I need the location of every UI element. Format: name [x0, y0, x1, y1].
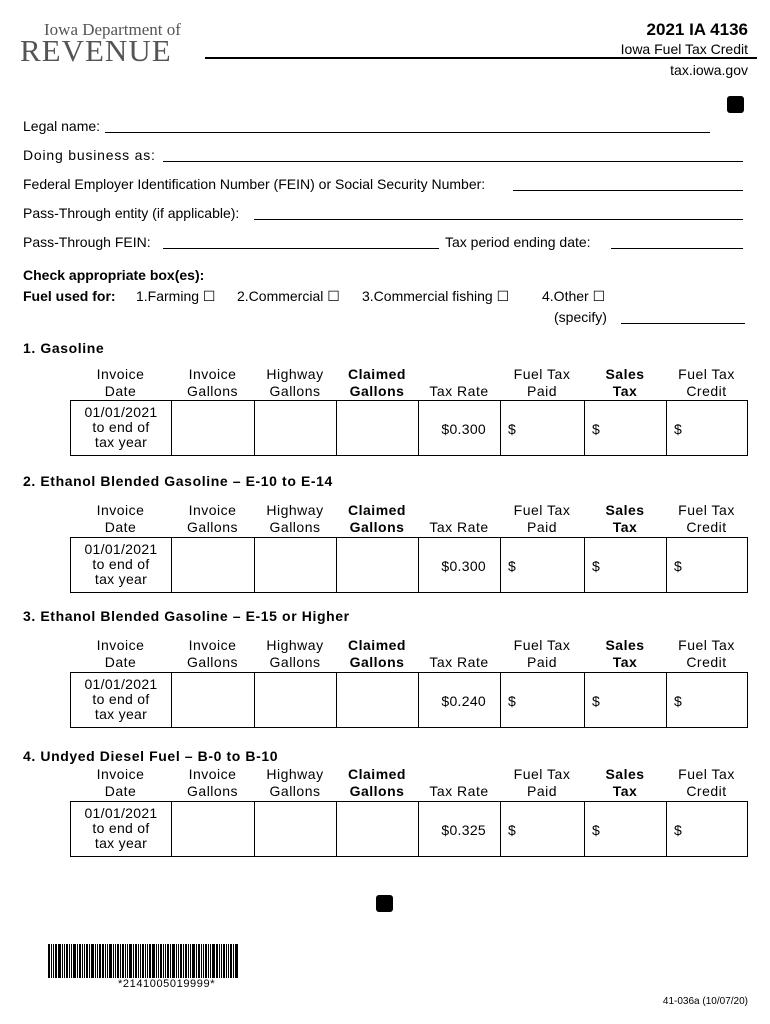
- claimed-gallons-cell[interactable]: [336, 537, 419, 593]
- date-cell-line: tax year: [94, 571, 148, 587]
- sales-tax-cell[interactable]: [584, 801, 667, 857]
- barcode-bar: [235, 944, 238, 978]
- date-cell-line: to end of: [92, 820, 150, 836]
- barcode-bar: [167, 944, 169, 978]
- date-cell-line: tax year: [94, 835, 148, 851]
- invoice-gallons-header: [171, 766, 254, 800]
- highway-gallons-header-line: Highway: [266, 366, 324, 382]
- tax-rate-header: Tax Rate: [429, 783, 489, 799]
- barcode-bar: [120, 944, 121, 978]
- sales-tax-cell[interactable]: [584, 400, 667, 456]
- fuel-tax-paid-header: [500, 366, 584, 400]
- fuel-tax-credit-header: [666, 637, 747, 671]
- sales-tax-header-line: Sales: [605, 637, 645, 653]
- claimed-gallons-header: [336, 766, 418, 800]
- invoice-gallons-cell[interactable]: [171, 672, 255, 728]
- fuel-tax-paid-header: [500, 766, 584, 800]
- claimed-gallons-cell[interactable]: [336, 400, 419, 456]
- fuel-tax-credit-header-line: Fuel Tax: [678, 366, 735, 382]
- fuel-tax-paid-header-line: Paid: [526, 519, 558, 535]
- fein-input[interactable]: [513, 190, 743, 191]
- barcode-bar: [226, 944, 227, 978]
- section-title: [23, 608, 350, 624]
- section-label: 4. Undyed Diesel Fuel – B-0 to B-10: [23, 748, 279, 764]
- sales-tax-header: [584, 637, 666, 671]
- barcode-bar: [51, 944, 52, 978]
- website: tax.iowa.gov: [670, 62, 748, 78]
- fuel-tax-credit-header-line: Credit: [686, 519, 727, 535]
- invoice-gallons-header-line: Invoice: [188, 502, 237, 518]
- barcode-bar: [156, 944, 157, 978]
- invoice-gallons-header: [171, 637, 254, 671]
- barcode-bar: [89, 944, 90, 978]
- tax-period-input[interactable]: [611, 248, 743, 249]
- tax-period-label: Tax period ending date:: [445, 234, 591, 250]
- barcode-bar: [86, 944, 88, 978]
- barcode-bar: [183, 944, 184, 978]
- header-rule: [205, 57, 757, 59]
- claimed-gallons-header-line: Claimed: [348, 766, 406, 782]
- dollar-sign: $: [508, 693, 516, 709]
- claimed-gallons-cell[interactable]: [336, 672, 419, 728]
- fuel-tax-paid-header-line: Paid: [526, 383, 558, 399]
- barcode-bar: [176, 944, 177, 978]
- dollar-sign: $: [592, 421, 600, 437]
- sales-tax-header-line: Sales: [605, 502, 645, 518]
- pass-through-entity-label: Pass-Through entity (if applicable):: [23, 205, 240, 221]
- highway-gallons-cell[interactable]: [254, 801, 337, 857]
- fuel-tax-credit-header-line: Fuel Tax: [678, 502, 735, 518]
- invoice-date-header: [70, 502, 171, 536]
- invoice-date-header-line: Invoice: [96, 502, 145, 518]
- barcode-bar: [149, 944, 151, 978]
- barcode-bar: [158, 944, 159, 978]
- highway-gallons-cell[interactable]: [254, 672, 337, 728]
- sales-tax-cell[interactable]: [584, 537, 667, 593]
- barcode-bar: [48, 944, 50, 978]
- barcode-bar: [66, 944, 68, 978]
- fuel-tax-credit-header-line: Credit: [686, 383, 727, 399]
- fuel-tax-paid-cell[interactable]: [500, 537, 585, 593]
- dollar-sign: $: [592, 693, 600, 709]
- dollar-sign: $: [674, 693, 682, 709]
- barcode-bar: [129, 944, 132, 978]
- pass-through-entity-input[interactable]: [254, 219, 743, 220]
- fuel-tax-paid-cell[interactable]: [500, 801, 585, 857]
- invoice-date-cell: [70, 672, 172, 728]
- fuel-tax-paid-header: [500, 637, 584, 671]
- barcode-bar: [205, 944, 207, 978]
- barcode-bar: [91, 944, 94, 978]
- highway-gallons-header: [254, 637, 336, 671]
- dollar-sign: $: [508, 421, 516, 437]
- revenue-logo: REVENUE: [20, 33, 172, 68]
- fuel-tax-credit-cell[interactable]: [666, 672, 748, 728]
- legal-name-label: Legal name:: [23, 118, 101, 134]
- sales-tax-header-line: Tax: [612, 654, 638, 670]
- section-title: [23, 340, 104, 356]
- checkbox-farming[interactable]: 1.Farming ☐: [136, 288, 216, 304]
- highway-gallons-cell[interactable]: [254, 537, 337, 593]
- tax-rate-cell: [418, 400, 501, 456]
- registration-mark-icon: [727, 96, 744, 113]
- barcode-bar: [140, 944, 141, 978]
- barcode-bar: [117, 944, 119, 978]
- section-label: 3. Ethanol Blended Gasoline – E-15 or Higher: [23, 608, 350, 624]
- date-cell-line: to end of: [92, 691, 150, 707]
- fuel-tax-paid-cell[interactable]: [500, 672, 585, 728]
- dba-input[interactable]: [163, 161, 743, 162]
- barcode-bar: [102, 944, 104, 978]
- barcode-bar: [221, 944, 222, 978]
- claimed-gallons-header-line: Gallons: [349, 783, 405, 799]
- dept-name: Iowa Department of: [44, 20, 181, 39]
- claimed-gallons-header-line: Gallons: [349, 383, 405, 399]
- highway-gallons-header: [254, 502, 336, 536]
- barcode-bar: [142, 944, 144, 978]
- check-title: Check appropriate box(es):: [23, 267, 205, 283]
- tax-rate-value: $0.300: [441, 421, 486, 437]
- barcode-bar: [53, 944, 54, 978]
- barcode-bar: [160, 944, 162, 978]
- barcode-bar: [99, 944, 101, 978]
- highway-gallons-header-line: Highway: [266, 766, 324, 782]
- pass-through-fein-input[interactable]: [163, 248, 439, 249]
- barcode-bar: [135, 944, 137, 978]
- barcode-bar: [58, 944, 61, 978]
- fuel-tax-credit-header: [666, 502, 747, 536]
- fuel-tax-paid-header-line: Fuel Tax: [513, 502, 571, 518]
- invoice-gallons-header-line: Invoice: [188, 366, 237, 382]
- barcode-bar: [219, 944, 220, 978]
- barcode-bar: [208, 944, 209, 978]
- barcode-bar: [192, 944, 195, 978]
- sales-tax-header: [584, 366, 666, 400]
- invoice-date-header: [70, 637, 171, 671]
- barcode-bar: [223, 944, 225, 978]
- invoice-gallons-header-line: Invoice: [188, 766, 237, 782]
- dollar-sign: $: [508, 558, 516, 574]
- highway-gallons-header-line: Highway: [266, 502, 324, 518]
- fuel-tax-paid-header-line: Fuel Tax: [513, 366, 571, 382]
- sales-tax-header-line: Sales: [605, 366, 645, 382]
- barcode-bar: [233, 944, 234, 978]
- barcode-bar: [216, 944, 218, 978]
- section-label: 1. Gasoline: [23, 340, 105, 356]
- section-title: [23, 748, 278, 764]
- barcode-bar: [73, 944, 76, 978]
- fuel-used-for-label: Fuel used for:: [23, 288, 116, 304]
- barcode-bar: [188, 944, 189, 978]
- checkbox-other[interactable]: 4.Other ☐: [542, 288, 606, 304]
- tax-rate-header: Tax Rate: [429, 654, 489, 670]
- barcode-bar: [201, 944, 202, 978]
- dba-label: Doing business as:: [23, 147, 156, 163]
- highway-gallons-header-line: Gallons: [269, 654, 321, 670]
- dollar-sign: $: [674, 558, 682, 574]
- barcode-bar: [172, 944, 175, 978]
- fuel-tax-paid-header: [500, 502, 584, 536]
- dollar-sign: $: [592, 558, 600, 574]
- sales-tax-header-line: Tax: [612, 383, 638, 399]
- fein-label: Federal Employer Identification Number (FEIN) or Social Security Number:: [23, 176, 486, 192]
- highway-gallons-header-line: Gallons: [269, 519, 321, 535]
- invoice-date-header-line: Date: [104, 783, 137, 799]
- highway-gallons-header: [254, 366, 336, 400]
- barcode-bar: [228, 944, 229, 978]
- invoice-date-header: [70, 366, 171, 400]
- claimed-gallons-header-line: Gallons: [349, 654, 405, 670]
- barcode-bar: [138, 944, 139, 978]
- fuel-tax-credit-cell[interactable]: [666, 537, 748, 593]
- fuel-tax-paid-cell[interactable]: [500, 400, 585, 456]
- other-specify-input[interactable]: [621, 323, 745, 324]
- date-cell-line: 01/01/2021: [84, 541, 158, 557]
- barcode-bar: [145, 944, 146, 978]
- form-revision: 41-036a (10/07/20): [662, 996, 748, 1007]
- invoice-date-header-line: Date: [104, 519, 137, 535]
- barcode-bar: [180, 944, 182, 978]
- highway-gallons-header-line: Gallons: [269, 383, 321, 399]
- tax-rate-cell: [418, 672, 501, 728]
- claimed-gallons-header: [336, 502, 418, 536]
- barcode-bar: [127, 944, 128, 978]
- barcode-bar: [190, 944, 191, 978]
- barcode-bar: [62, 944, 63, 978]
- fuel-tax-credit-cell[interactable]: [666, 400, 748, 456]
- date-cell-line: 01/01/2021: [84, 805, 158, 821]
- date-cell-line: to end of: [92, 419, 150, 435]
- barcode-icon: [48, 944, 278, 978]
- barcode-bar: [196, 944, 197, 978]
- barcode-bar: [185, 944, 187, 978]
- legal-name-input[interactable]: [105, 132, 710, 133]
- barcode-bar: [113, 944, 114, 978]
- fuel-tax-credit-header-line: Credit: [686, 783, 727, 799]
- specify-label: (specify): [554, 309, 607, 325]
- barcode-bar: [147, 944, 148, 978]
- barcode-bar: [198, 944, 200, 978]
- highway-gallons-header-line: Gallons: [269, 783, 321, 799]
- tax-rate-value: $0.240: [441, 693, 486, 709]
- section-label: 2. Ethanol Blended Gasoline – E-10 to E-14: [23, 473, 333, 489]
- fuel-tax-paid-header-line: Paid: [526, 654, 558, 670]
- barcode-bar: [95, 944, 96, 978]
- barcode-bar: [69, 944, 70, 978]
- claimed-gallons-header: [336, 637, 418, 671]
- claimed-gallons-header-line: Claimed: [348, 366, 406, 382]
- invoice-gallons-header-line: Gallons: [187, 654, 238, 670]
- barcode-bar: [165, 944, 166, 978]
- fuel-tax-credit-cell[interactable]: [666, 801, 748, 857]
- barcode-bar: [133, 944, 134, 978]
- date-cell-line: to end of: [92, 556, 150, 572]
- barcode-bar: [84, 944, 85, 978]
- barcode-bar: [152, 944, 155, 978]
- invoice-date-header-line: Invoice: [96, 766, 145, 782]
- fuel-tax-credit-header: [666, 366, 747, 400]
- claimed-gallons-cell[interactable]: [336, 801, 419, 857]
- sales-tax-header: [584, 502, 666, 536]
- sales-tax-header-line: Sales: [605, 766, 645, 782]
- barcode-bar: [163, 944, 164, 978]
- invoice-gallons-header: [171, 502, 254, 536]
- barcode-bar: [178, 944, 179, 978]
- barcode-bar: [210, 944, 211, 978]
- claimed-gallons-header-line: Gallons: [349, 519, 405, 535]
- invoice-date-cell: [70, 537, 172, 593]
- barcode-bar: [77, 944, 78, 978]
- checkbox-commercial[interactable]: 2.Commercial ☐: [237, 288, 340, 304]
- registration-mark-icon: [376, 895, 393, 912]
- sales-tax-header-line: Tax: [612, 519, 638, 535]
- invoice-gallons-header-line: Gallons: [187, 519, 238, 535]
- tax-rate-header: Tax Rate: [429, 519, 489, 535]
- invoice-gallons-header: [171, 366, 254, 400]
- invoice-date-header: [70, 766, 171, 800]
- barcode-bar: [71, 944, 72, 978]
- fuel-tax-paid-header-line: Paid: [526, 783, 558, 799]
- barcode-bar: [125, 944, 126, 978]
- claimed-gallons-header: [336, 366, 418, 400]
- tax-rate-cell: [418, 537, 501, 593]
- section-title: [23, 473, 333, 489]
- highway-gallons-cell[interactable]: [254, 400, 337, 456]
- checkbox-commercial-fishing[interactable]: 3.Commercial fishing ☐: [362, 288, 510, 304]
- barcode-bar: [82, 944, 83, 978]
- barcode-bar: [107, 944, 108, 978]
- barcode-bar: [97, 944, 98, 978]
- barcode-bar: [109, 944, 112, 978]
- tax-rate-header: Tax Rate: [429, 383, 489, 399]
- pass-through-fein-label: Pass-Through FEIN:: [23, 234, 151, 250]
- barcode-bar: [170, 944, 171, 978]
- fuel-tax-credit-header-line: Fuel Tax: [678, 637, 735, 653]
- barcode-bar: [115, 944, 116, 978]
- date-cell-line: tax year: [94, 434, 148, 450]
- barcode-bar: [55, 944, 57, 978]
- form-title: Iowa Fuel Tax Credit: [620, 41, 748, 57]
- dollar-sign: $: [508, 822, 516, 838]
- barcode-bar: [64, 944, 65, 978]
- invoice-gallons-header-line: Invoice: [188, 637, 237, 653]
- invoice-date-cell: [70, 400, 172, 456]
- fuel-tax-paid-header-line: Fuel Tax: [513, 637, 571, 653]
- barcode-bar: [212, 944, 215, 978]
- invoice-date-header-line: Date: [104, 654, 137, 670]
- invoice-date-header-line: Invoice: [96, 637, 145, 653]
- invoice-gallons-cell[interactable]: [171, 801, 255, 857]
- sales-tax-header-line: Tax: [612, 783, 638, 799]
- tax-rate-value: $0.325: [441, 822, 486, 838]
- dollar-sign: $: [674, 421, 682, 437]
- date-cell-line: 01/01/2021: [84, 404, 158, 420]
- fuel-tax-credit-header-line: Fuel Tax: [678, 766, 735, 782]
- barcode-bar: [79, 944, 81, 978]
- claimed-gallons-header-line: Claimed: [348, 637, 406, 653]
- fuel-tax-credit-header-line: Credit: [686, 654, 727, 670]
- invoice-date-cell: [70, 801, 172, 857]
- fuel-tax-credit-header: [666, 766, 747, 800]
- dollar-sign: $: [592, 822, 600, 838]
- barcode-bar: [122, 944, 124, 978]
- tax-rate-cell: [418, 801, 501, 857]
- form-number: 2021 IA 4136: [646, 20, 748, 39]
- sales-tax-cell[interactable]: [584, 672, 667, 728]
- highway-gallons-header: [254, 766, 336, 800]
- dollar-sign: $: [674, 822, 682, 838]
- invoice-date-header-line: Date: [104, 383, 137, 399]
- claimed-gallons-header-line: Claimed: [348, 502, 406, 518]
- barcode-bar: [105, 944, 106, 978]
- invoice-gallons-header-line: Gallons: [187, 383, 238, 399]
- invoice-gallons-header-line: Gallons: [187, 783, 238, 799]
- barcode-bar: [203, 944, 204, 978]
- invoice-gallons-cell[interactable]: [171, 400, 255, 456]
- barcode-bar: [230, 944, 232, 978]
- sales-tax-header: [584, 766, 666, 800]
- fuel-tax-paid-header-line: Fuel Tax: [513, 766, 571, 782]
- date-cell-line: 01/01/2021: [84, 676, 158, 692]
- date-cell-line: tax year: [94, 706, 148, 722]
- tax-rate-value: $0.300: [441, 558, 486, 574]
- barcode-number: *2141005019999*: [118, 978, 216, 990]
- invoice-date-header-line: Invoice: [96, 366, 145, 382]
- highway-gallons-header-line: Highway: [266, 637, 324, 653]
- invoice-gallons-cell[interactable]: [171, 537, 255, 593]
